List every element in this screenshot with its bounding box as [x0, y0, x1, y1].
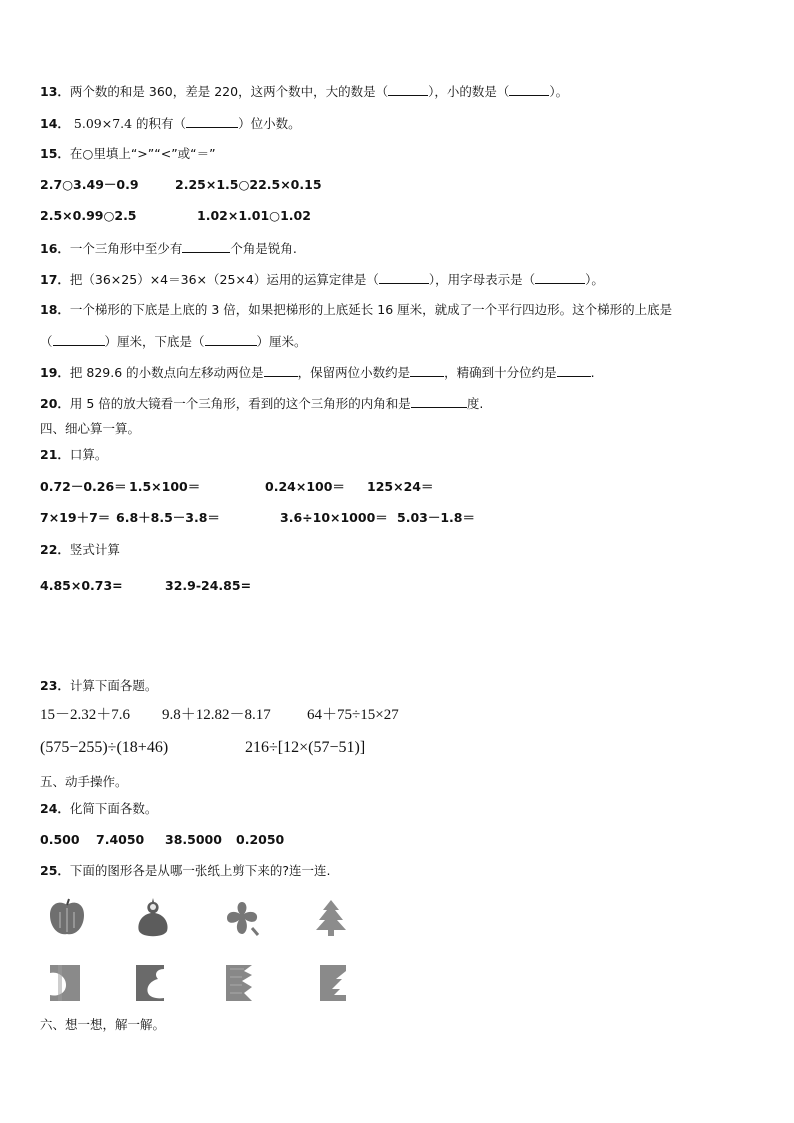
calc-row-1	[40, 706, 740, 726]
paper-with-tree-half-icon[interactable]	[318, 963, 348, 1003]
tree-cutout-icon[interactable]	[314, 899, 348, 937]
question-number: 14．	[40, 116, 70, 131]
answer-blank[interactable]	[388, 82, 428, 96]
question-25	[40, 862, 331, 880]
compare-item: 2.5×0.99○2.5	[40, 208, 137, 223]
compare-row-1	[40, 176, 740, 194]
simplify-item: 0.500	[40, 832, 80, 847]
question-22	[40, 541, 120, 559]
question-text: ），小的数是（	[428, 84, 510, 99]
question-number: 20．	[40, 396, 70, 411]
vertical-calc-item: 32.9-24.85=	[165, 578, 252, 593]
question-text: 化简下面各数。	[69, 801, 158, 816]
answer-blank[interactable]	[535, 270, 585, 284]
question-number: 24．	[40, 801, 70, 816]
oral-calc-item: 3.6÷10×1000＝	[280, 510, 388, 525]
flower-cutout-icon[interactable]	[222, 898, 262, 938]
question-text: （	[40, 334, 53, 349]
section-heading-6: 六、想一想，解一解。	[40, 1017, 166, 1032]
question-20	[40, 394, 483, 413]
compare-row-2	[40, 207, 740, 225]
question-text: 计算下面各题。	[69, 678, 158, 693]
oral-calc-item: 6.8＋8.5－3.8＝	[116, 510, 220, 525]
question-text: 口算。	[69, 447, 108, 462]
question-text: 把（36×25）×4＝36×（25×4）运用的运算定律是（	[69, 272, 379, 287]
question-text: ）位小数。	[238, 116, 301, 131]
paper-with-apple-half-icon[interactable]	[48, 963, 82, 1003]
question-number: 15．	[40, 146, 70, 161]
question-number: 21．	[40, 447, 70, 462]
question-text: ，保留两位小数约是	[297, 365, 411, 380]
paper-with-gourd-half-icon[interactable]	[134, 963, 166, 1003]
apple-cutout-icon[interactable]	[46, 898, 88, 938]
calc-expression: 64＋75÷15×27	[307, 707, 399, 723]
question-text: 把 829.6 的小数点向左移动两位是	[69, 365, 264, 380]
question-13	[40, 82, 568, 101]
oral-calc-row-1	[40, 478, 740, 496]
question-text: 一个梯形的下底是上底的 3 倍，如果把梯形的上底延长 16 厘米，就成了一个平行四边形。这个梯形的上底是	[69, 302, 673, 317]
question-text: 在○里填上“>”“<”或“＝”	[69, 146, 216, 161]
math-expression: 5.09×7.4	[73, 116, 133, 131]
question-text: ）。	[549, 84, 569, 99]
question-number: 23．	[40, 678, 70, 693]
oral-calc-item: 1.5×100＝	[129, 479, 201, 494]
question-number: 17．	[40, 272, 70, 287]
oral-calc-item: 0.24×100＝	[265, 479, 345, 494]
calc-expression: 216÷[12×(57−51)]	[245, 739, 366, 756]
question-text: 的积有（	[132, 116, 187, 131]
question-23	[40, 677, 157, 695]
question-text: ）。	[585, 272, 604, 287]
answer-blank[interactable]	[186, 114, 238, 128]
simplify-item: 7.4050	[96, 832, 145, 847]
answer-blank[interactable]	[264, 363, 298, 377]
compare-item: 1.02×1.01○1.02	[197, 208, 311, 223]
question-text: .	[590, 365, 595, 380]
calc-row-2	[40, 739, 740, 763]
answer-blank[interactable]	[205, 332, 257, 346]
question-14	[40, 114, 301, 133]
question-text: 两个数的和是 360，差是 220，这两个数中，大的数是（	[69, 84, 389, 99]
question-number: 22．	[40, 542, 70, 557]
vertical-calc-item: 4.85×0.73=	[40, 578, 123, 593]
question-18-line-2	[40, 332, 307, 351]
question-text: 用 5 倍的放大镜看一个三角形，看到的这个三角形的内角和是	[69, 396, 411, 411]
question-18	[40, 301, 672, 319]
simplify-row	[40, 831, 740, 849]
question-text: 度.	[466, 396, 484, 411]
question-number: 18．	[40, 302, 70, 317]
answer-blank[interactable]	[379, 270, 429, 284]
question-16	[40, 239, 297, 258]
oral-calc-item: 0.72－0.26＝	[40, 479, 127, 494]
answer-blank[interactable]	[411, 394, 467, 408]
section-heading-4: 四、细心算一算。	[40, 421, 141, 436]
question-19	[40, 363, 595, 382]
question-text: ）厘米。	[256, 334, 307, 349]
question-text: 竖式计算	[69, 542, 120, 557]
question-text: 下面的图形各是从哪一张纸上剪下来的?连一连.	[69, 863, 331, 878]
gourd-cutout-icon[interactable]	[136, 897, 170, 939]
answer-blank[interactable]	[509, 82, 549, 96]
compare-item: 2.7○3.49－0.9	[40, 177, 139, 192]
simplify-item: 38.5000	[165, 832, 222, 847]
oral-calc-row-2	[40, 509, 740, 527]
question-17	[40, 270, 604, 289]
calc-expression: 9.8＋12.82－8.17	[162, 707, 271, 723]
calc-expression: 15－2.32＋7.6	[40, 707, 131, 723]
question-text: ，精确到十分位约是	[444, 365, 557, 380]
question-text: 一个三角形中至少有	[69, 241, 183, 256]
answer-blank[interactable]	[53, 332, 105, 346]
question-number: 13．	[40, 84, 70, 99]
compare-item: 2.25×1.5○22.5×0.15	[175, 177, 322, 192]
answer-blank[interactable]	[410, 363, 444, 377]
answer-blank[interactable]	[182, 239, 230, 253]
oral-calc-item: 7×19＋7＝	[40, 510, 111, 525]
question-text: 个角是锐角.	[230, 241, 297, 256]
section-heading-5: 五、动手操作。	[40, 774, 128, 789]
question-number: 19．	[40, 365, 70, 380]
calc-expression: (575−255)÷(18+46)	[40, 739, 169, 756]
question-21	[40, 446, 107, 464]
paper-with-flower-half-icon[interactable]	[224, 963, 254, 1003]
question-text: ）厘米，下底是（	[104, 334, 205, 349]
oral-calc-item: 125×24＝	[367, 479, 434, 494]
simplify-item: 0.2050	[236, 832, 285, 847]
question-number: 16．	[40, 241, 70, 256]
vertical-calc-row	[40, 577, 740, 595]
answer-blank[interactable]	[557, 363, 591, 377]
question-24	[40, 800, 157, 818]
question-text: ），用字母表示是（	[428, 272, 536, 287]
question-15	[40, 145, 216, 163]
oral-calc-item: 5.03－1.8＝	[397, 510, 475, 525]
question-number: 25．	[40, 863, 70, 878]
